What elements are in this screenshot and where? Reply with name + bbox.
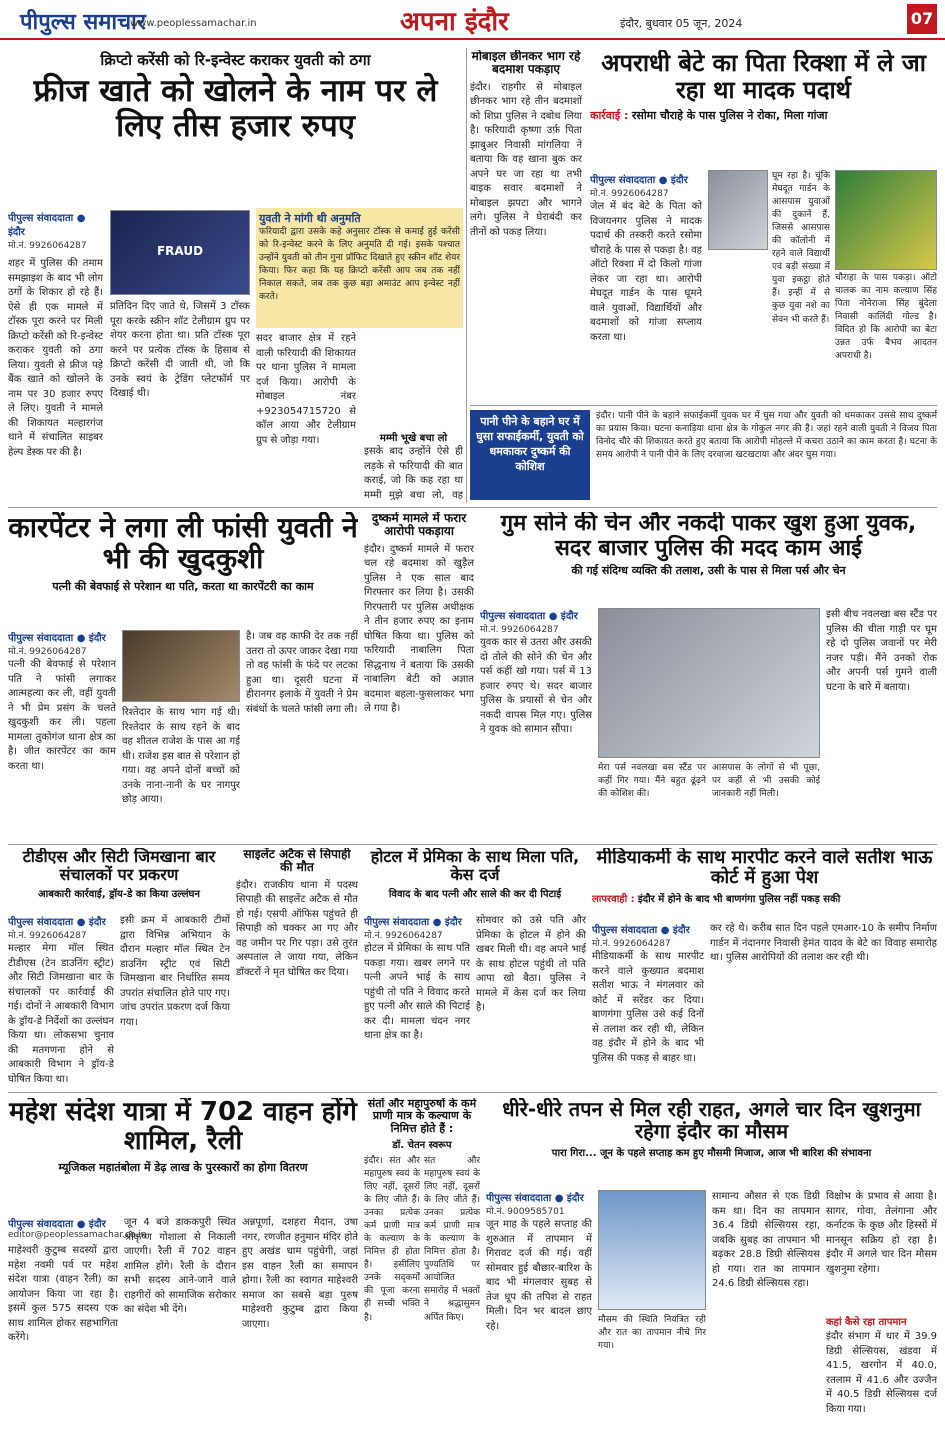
fraud-photo-label: FRAUD [156, 244, 204, 259]
byline: पीपुल्स संवाददाता ● इंदौर [8, 1219, 106, 1230]
story-saints [364, 1098, 480, 1438]
byline: पीपुल्स संवाददाता ● इंदौर [8, 917, 106, 928]
byline: पीपुल्स संवाददाता ● इंदौर [364, 917, 462, 928]
story-body: इंदौर। पानी पीने के बहाने सफाईकर्मी युवक घर में घुस गया और युवती को धमकाकर उससे साथ दुष्कर्म का प्रयास किया। घटना कनाड़िया थाना क्षेत्र के गोकुल नगर की है। जहां रहने वाली युवती ने विजय पिता विनोद चौरे की शिकायत करते हुए बताया कि आरोपी मोहल्ले में कचरा उठाने का काम करता है। घटना के समय आरोपी ने पानी पीने के लिए दरवाजा खटखटाया और अंदर घुस गया। [596, 411, 937, 461]
story-hotel-husband [364, 848, 586, 1088]
story-headline: धीरे-धीरे तपन से मिल रही राहत, अगले चार दिन खुशनुमा रहेगा इंदौर का मौसम [502, 1098, 921, 1144]
byline: पीपुल्स संवाददाता ● इंदौर [590, 175, 688, 186]
story-column: पत्नी की बेवफाई से परेशान पति ने फांसी लगाकर आत्महत्या कर ली, वहीं युवती ने भी प्रेम प्रसंग के चलते खुदकुशी कर ली। पहला मामला तुकोगंज थाना क्षेत्र का है। जीत कारपेंटर का काम करता था। [8, 659, 116, 772]
story-headline: दुष्कर्म मामले में फरार आरोपी पकड़ाया [371, 512, 467, 539]
story-sub: आबकारी कार्रवाई, ड्रॉय-डे का किया उल्लंघन [38, 888, 200, 900]
story-sub: म्यूजिकल महातंबोला में डेढ़ लाख के पुरस्कारों का होगा वितरण [58, 1161, 308, 1175]
story-sub: पत्नी की बेवफाई से परेशान था पति, करता था कारपेंटरी का काम [52, 579, 314, 593]
story-sub: की गई संदिग्ध व्यक्ति की तलाश, उसी के पास से मिला पर्स और चेन [571, 564, 846, 578]
byline: पीपुल्स संवाददाता ● इंदौर [480, 611, 578, 622]
story-column: इसी बीच नवलखा बस स्टैंड पर पुलिस की चीता गाड़ी पर घूम रहे दो पुलिस जवानों पर मेरी नजर पड़ी। मैंने उनको रोक और अपनी पर्स गुमने वाली घटना के बारे में बताया। [826, 609, 937, 693]
accused-photo [708, 170, 768, 250]
story-column: इंदौर। संत और महापुरुष स्वयं के लिए नहीं, दूसरों के लिए जीते हैं। उनका प्रत्येक कर्म प्राणी मात्र के कल्याण के निमित्त ही होता है। इसीलिए उनके सद्कर्मों की पूजा करना ही सच्ची भक्ति है। [364, 1155, 420, 1323]
story-column: इसी क्रम में आबकारी टीमों द्वारा विभिन्न अभियान के दौरान मल्हार मॉल स्थित टेन डाउनिंग स्ट्रीट एवं सिटी जिमखाना बार निर्धारित समय उपरांत संचालित होते पाए गए। जांच उपरांत प्रकरण दर्ज किया गया। [120, 915, 230, 1028]
story-sub: पारा गिरा... जून के पहले सप्ताह कम हुए मौसमी मिजाज, आज भी बारिश की संभावना [551, 1147, 872, 1159]
newspaper-logo: पीपुल्स समाचार [20, 10, 146, 35]
story-sub: रसोमा चौराहे के पास पुलिस ने रोका, मिला गांजा [631, 108, 828, 122]
noose-photo [122, 630, 240, 702]
story-headline: फ्रीज खाते को खोलने के नाम पर ले लिए तीस हजार रुपए [33, 73, 438, 144]
byline-phone: मो.नं. 9926064287 [480, 625, 559, 635]
story-column: संत और महापुरुष स्वयं के लिए नहीं, दूसरों के लिए जीते हैं। उनका प्रत्येक कर्म प्राणी मात्र के कल्याण के निमित्त होता है। पुण्यतिथि पर आयोजित समारोह में भक्तों ने श्रद्धासुमन अर्पित किए। [424, 1155, 480, 1323]
byline-email[interactable]: editor@peoplessamachar.co.in [8, 1230, 147, 1240]
story-column: रिश्तेदार के साथ भाग गई थी। रिश्तेदार के साथ रहने के बाद वह शीतल राजेश के पास आ गई थी। राजेश इस बात से परेशान हो गया। वह अपने दोनों बच्चों को उनके नाना-नानी के घर नागपुर छोड़ आया। [122, 707, 240, 805]
story-column: सदर बाजार क्षेत्र में रहने वाली फरियादी की शिकायत पर थाना पुलिस ने मामला दर्ज किया। आरोपी के मोबाइल नंबर +923054715720 से कॉल आया और टेलीग्राम ग्रुप से जोड़ा गया। [256, 333, 356, 446]
photo-caption: मेरा पर्स नवलखा बस स्टैंड पर कहीं गिर गया। मैंने बहुत ढूंढ़ने की कोशिश की। [598, 763, 706, 800]
story-sweeper-assault [470, 405, 937, 505]
masthead [0, 0, 945, 40]
story-sub: इंदौर में होने के बाद भी बाणगंगा पुलिस नहीं पकड़ सकी [637, 894, 841, 906]
story-headline: अपराधी बेटे का पिता रिक्शा में ले जा रहा था मादक पदार्थ [601, 50, 926, 104]
story-column: विक्षोभ के प्रभाव से आया है। सागर, गोवा, तेलंगाना और कर्नाटक के कुछ और हिस्सों में मानसून सक्रिय हो रहा है। इंदौर में अगले चार दिन मौसम खुशनुमा रहेगा। [826, 1191, 937, 1275]
story-headline: महेश संदेश यात्रा में 702 वाहन होंगे शामिल, रैली [9, 1098, 357, 1157]
row-rule [8, 1092, 937, 1093]
story-subhead [592, 891, 937, 905]
info-box-heading: युवती ने मांगी थी अनुमति [259, 212, 361, 225]
section-title: अपना इंदौर [400, 7, 509, 37]
police-return-photo [598, 608, 820, 758]
story-kicker: क्रिप्टो करेंसी को रि-इन्वेस्ट कराकर युवती को ठगा [100, 51, 371, 69]
story-column: होटल में प्रेमिका के साथ पति पकड़ा गया। खबर लगने पर पत्नी अपने भाई के साथ पहुंची तो पति ने विवाद करते हुए पत्नी और साले की पिटाई कर दी। मामला चंदन नगर थाना क्षेत्र का है। [364, 943, 470, 1041]
byline-phone: मो.नं. 9926064287 [592, 939, 671, 949]
story-column: प्रतिदिन दिए जाते थे, जिसमें 3 टॉस्क पूरा करके स्क्रीन शॉट टेलीग्राम ग्रुप पर शेयर करना होता था। प्रति टॉस्क पूरा करने पर प्रत्येक टॉस्क के हिसाब से क्रिप्टो करेंसी दी जाती थी, जो कि उनके स्वयं के ट्रेडिंग प्लेटफॉर्म पर दिखाई थी। [110, 301, 250, 399]
story-column: सोमवार को उसे पति और प्रेमिका के होटल में होने की खबर मिली थी। वह अपने भाई के साथ होटल पहुंची तो पति आपा खो बैठा। पुलिस ने मामले में केस दर्ज कर लिया है। [476, 915, 586, 1013]
website-url[interactable]: www.peoplessamachar.in [130, 18, 257, 29]
row-rule [8, 507, 937, 508]
story-headline: पानी पीने के बहाने घर में घुसा सफाईकर्मी, युवती को धमकाकर दुष्कर्म की कोशिश [470, 410, 590, 500]
story-absconder-arrest [364, 512, 474, 842]
photo-caption: चौराहा के पास पकड़ा। ऑटो चालक का नाम कल्याण सिंह पिता नोनेराजा सिंह बुंदेला निवासी कालिंदी गोल्ड है। विदित हो कि आरोपी का बेटा उन्नत उर्फ बैभव आदतन अपराधी है। [835, 273, 937, 362]
temperature-box-heading: कहां कैसे रहा तापमान [826, 1317, 907, 1328]
story-column: घूम रहा है। चूंकि मेघदूत गार्डन के आसपास युवाओं की दुकानें हैं, जिससे आसपास की कॉलोनी में रहने वाले विद्यार्थी एवं बड़ी संख्या में युवा इकट्ठा होते हैं। इन्हीं में से कुछ युवा नशे का सेवन भी करते हैं। [772, 171, 830, 325]
story-headline: साइलेंट अटैक से सिपाही की मौत [243, 848, 351, 875]
byline-phone: मो.नं. 9926064287 [8, 931, 87, 941]
row-rule [8, 844, 937, 845]
story-column: इसके बाद उन्होंने ऐसे ही लड़के से फरियादी की बात कराई, जो कि कह रहा था मम्मी मुझे बचा लो, वह [364, 446, 463, 500]
story-author: डॉ. चेतन स्वरूप [392, 1139, 452, 1151]
temperature-box-body: इंदौर संभाग में धार में 39.9 डिग्री सेल्सियस, खंडवा में 41.5, खरगोन में 40.0, रतलाम में 41.6 और उज्जैन में 40.5 डिग्री सेल्सियस दर्ज किया गया। [826, 1331, 937, 1415]
story-headline: होटल में प्रेमिका के साथ मिला पति, केस दर्ज [370, 848, 580, 884]
story-gold-chain [480, 512, 937, 842]
story-column: मीडियाकर्मी के साथ मारपीट करने वाले कुख्यात बदमाश सतीश भाऊ ने मंगलवार को कोर्ट में सरेंडर कर दिया। बाणगंगा पुलिस उसे कई दिनों से तलाश कर रही थी, लेकिन वह इंदौर में होने के बाद भी पुलिस की पकड़ से बाहर था। [592, 951, 704, 1064]
story-column: कर रहे थे। करीब सात दिन पहले एमआर-10 के समीप निर्माण गार्डन में नंदानगर निवासी हेमंत यादव के बेटे का विवाह समारोह था। पुलिस आरोपियों की तलाश कर रही थी। [710, 923, 937, 963]
story-column: जेल में बंद बेटे के पिता को विजयनगर पुलिस ने मादक पदार्थ की तस्करी करते रसोमा चौराहे के पास से पकड़ा है। वह ऑटो रिक्शा में दो किलो गांजा लेकर जा रहा था। आरोपी मेघदूत गार्डन के पास घूमने वाले युवाओं, विद्यार्थियों और बदमाशों को गांजा सप्लाय करता था। [590, 201, 702, 343]
byline-phone: मो.नं. 9926064287 [590, 189, 669, 199]
story-column: माहेश्वरी कुटुम्ब सदस्यों द्वारा महेश नवमी पर्व पर महेश संदेश यात्रा (वाहन रैली) का आयोजन किया जा रहा है। इसमें कुल 575 सदस्य एक साथ शामिल होकर सहभागिता करेंगे। [8, 1245, 118, 1343]
story-column: सामान्य औसत से एक डिग्री कम था। दिन का तापमान 36.4 डिग्री सेल्सियस रहा, जबकि सुबह का तापमान भी बढ़कर 28.8 डिग्री सेल्सियस हो गया। रात का तापमान 24.6 डिग्री सेल्सियस रहा। [712, 1191, 820, 1289]
byline: पीपुल्स संवाददाता ● इंदौर [8, 213, 86, 238]
story-label: लापरवाही : [592, 894, 635, 906]
story-headline: टीडीएस और सिटी जिमखाना बार संचालकों पर प्रकरण [22, 848, 216, 884]
story-column: युवक कार से उतरा और उसकी दो तोले की सोने की चेन और पर्स कहीं खो गया। पर्स में 13 हजार रुपए थे। सदर बाजार पुलिस के प्रयासों से चेन और नकदी वापस मिल गए। पुलिस ने युवक को सामान सौंपा। [480, 637, 592, 735]
fraud-photo [110, 210, 250, 295]
story-body: इंदौर। राहगीर से मोबाइल छीनकर भाग रहे तीन बदमाशों को शिप्रा पुलिस ने दबोच लिया है। फरियादी कृष्णा उर्फ़ पिता झाबुअर निवासी मांगलिया ने बताया कि वह खाना बुक कर अपने घर जा रहा था तभी बाइक सवार बदमाशों ने मोबाइल झपटा और भागने लगे। पुलिस ने घेराबंदी कर तीनों को पकड़ लिया। [470, 81, 582, 238]
story-headline: मीडियाकर्मी के साथ मारपीट करने वाले सतीश भाऊ कोर्ट में हुआ पेश [596, 848, 933, 889]
story-label: कार्रवाई : [590, 108, 629, 122]
byline: पीपुल्स संवाददाता ● इंदौर [8, 633, 106, 644]
story-media-assault [592, 848, 937, 1088]
story-headline: कारपेंटर ने लगा ली फांसी युवती ने भी की खुदकुशी [8, 512, 358, 576]
info-box [256, 208, 463, 328]
story-bar-case [8, 848, 230, 1088]
byline-phone: मो.नं. 9926064287 [8, 241, 87, 251]
photo-caption: मौसम की स्थिति नियंत्रित रही और रात का तापमान नीचे गिर गया। [598, 1315, 706, 1352]
story-crypto-fraud [8, 50, 463, 505]
story-column: अन्नपूर्णा, दशहरा मैदान, उषा नगर, रणजीत हनुमान मंदिर होते हुए अखंड धाम पहुंचेगी, जहां इस वाहन रैली का समापन होगा। रैली का स्वागत माहेश्वरी समाज का सबसे बड़ा पुरुष माहेश्वरी कुटुम्ब द्वारा किया जाएगा। [242, 1217, 358, 1330]
byline: पीपुल्स संवाददाता ● इंदौर [592, 925, 690, 936]
story-headline: गुम सोने की चेन और नकदी पाकर खुश हुआ युवक, सदर बाजार पुलिस की मदद काम आई [500, 512, 917, 561]
story-carpenter-suicide [8, 512, 358, 842]
column-rule [466, 48, 467, 503]
auto-rickshaw-photo [835, 170, 937, 270]
story-column: है। जब वह काफी देर तक नहीं उतरा तो ऊपर जाकर देखा गया तो वह फांसी के फंदे पर लटका हुआ था। दूसरी घटना में हीरानगर इलाके में युवती ने प्रेम संबंधों के चलते फांसी लगा ली। [246, 631, 358, 715]
byline-phone: मो.नं. 9926064287 [8, 647, 87, 657]
story-sub: विवाद के बाद पत्नी और साले की कर दी पिटाई [388, 888, 562, 900]
story-body: इंदौर। राजकीय थाना में पदस्थ सिपाही की साइलेंट अटैक से मौत हो गई। एसपी ऑफिस पहुंचते ही सिपाही को चक्कर आ गए और वह जमीन पर गिर पड़ा। उसे तुरंत अस्पताल ले जाया गया, लेकिन डॉक्टरों ने मृत घोषित कर दिया। [236, 879, 358, 978]
story-rickshaw-drugs [590, 50, 937, 400]
byline-phone: मो.नं. 9926064287 [364, 931, 443, 941]
info-box-body: फरियादी द्वारा उसके कहे अनुसार टॉस्क से कमाई हुई करेंसी को रि-इन्वेस्ट करने के लिए अनुमति दी गई। इसके पश्चात उन्होंने युवती को तीन गुना प्रॉफिट दिखाते हुए स्क्रीन शॉट शेयर किया। फिर कहा कि यह क्रिप्टो करेंसी आप जब तक नहीं निकाल सकते, जब तक कुछ बड़ा अमाउंट आप इन्वेस्ट नहीं करते। [259, 227, 460, 303]
story-column: जून 4 बजे डाककपुरी स्थित श्रीकृष्ण गोशाला से निकाली जाएगी। रैली में 702 वाहन शामिल होंगे। रैली के दौरान सभी सदस्य आने-जाने वाले राहगीरों को सामाजिक सरोकार का संदेश भी देंगे। [124, 1217, 236, 1315]
story-body: शहर में पुलिस की तमाम समझाइश के बाद भी लोग ठगों के शिकार हो रहे हैं। ऐसे ही एक मामले में टॉस्क पूरा करने पर मिली क्रिप्टो करेंसी को रि-इन्वेस्ट कराकर युवती को ठगा लिया। युवती से फ्रीज पड़े बैंक खाते को खोलने के नाम पर 30 हजार रुपए ले लिए। युवती ने मामले की शिकायत मल्हारगंज थाने में संचालित साइबर हेल्प डेस्क पर की है। [8, 258, 103, 458]
story-headline: संतों और महापुरुषों के कर्म प्राणी मात्र के कल्याण के निमित्त होते हैं : [367, 1098, 477, 1135]
byline: पीपुल्स संवाददाता ● इंदौर [486, 1193, 584, 1204]
page-number: 07 [907, 4, 937, 34]
story-headline: मोबाइल छीनकर भाग रहे बदमाश पकड़ाए [471, 50, 581, 77]
subhead: मम्मी भूखे बचा लो [379, 433, 448, 444]
weather-sky-photo [598, 1190, 706, 1310]
story-body: इंदौर। दुष्कर्म मामले में फरार चल रहे बदमाश को खुड़ैल पुलिस ने एक साल बाद गिरफ्तार कर लिया है। उसकी गिरफ्तारी पर पुलिस अधीक्षक ने तीन हजार रुपए का इनाम घोषित किया था। पुलिस को फरियादी नाबालिग पिता सिद्धनाथ ने बताया कि उसकी नाबालिग बेटी को अज्ञात बदमाश बहला-फुसलाकर भगा ले गया है। [364, 543, 474, 715]
story-mahesh-yatra [8, 1098, 358, 1438]
dateline: इंदौर, बुधवार 05 जून, 2024 [620, 17, 743, 30]
story-subhead [590, 108, 937, 123]
story-weather [486, 1098, 937, 1438]
story-silent-attack [236, 848, 358, 1088]
byline-phone: मो.नं. 9009585701 [486, 1207, 565, 1217]
photo-caption: आसपास के लोगों से भी पूछा, पर कहीं से भी उसकी कोई जानकारी नहीं मिली। [712, 763, 820, 800]
story-column: जून माह के पहले सप्ताह की शुरुआत में तापमान में गिरावट दर्ज की गई। वहीं सोमवार हुई बौछार-बारिश के बाद भी मंगलवार सुबह से तेज धूप की तपिश से राहत मिली। दिन भर बादल छाए रहे। [486, 1219, 592, 1332]
story-column: मल्हार मेगा मॉल स्थित टीडीएस (टेन डाउनिंग स्ट्रीट) और सिटी जिमखाना बार के संचालकों पर कार्रवाई की गई। दोनों ने आबकारी विभाग के ड्रॉय-डे निर्देशों का उल्लंघन किया था। लोकसभा चुनाव की मतगणना होने से आबकारी विभाग ने ड्रॉय-डे घोषित किया था। [8, 943, 114, 1085]
